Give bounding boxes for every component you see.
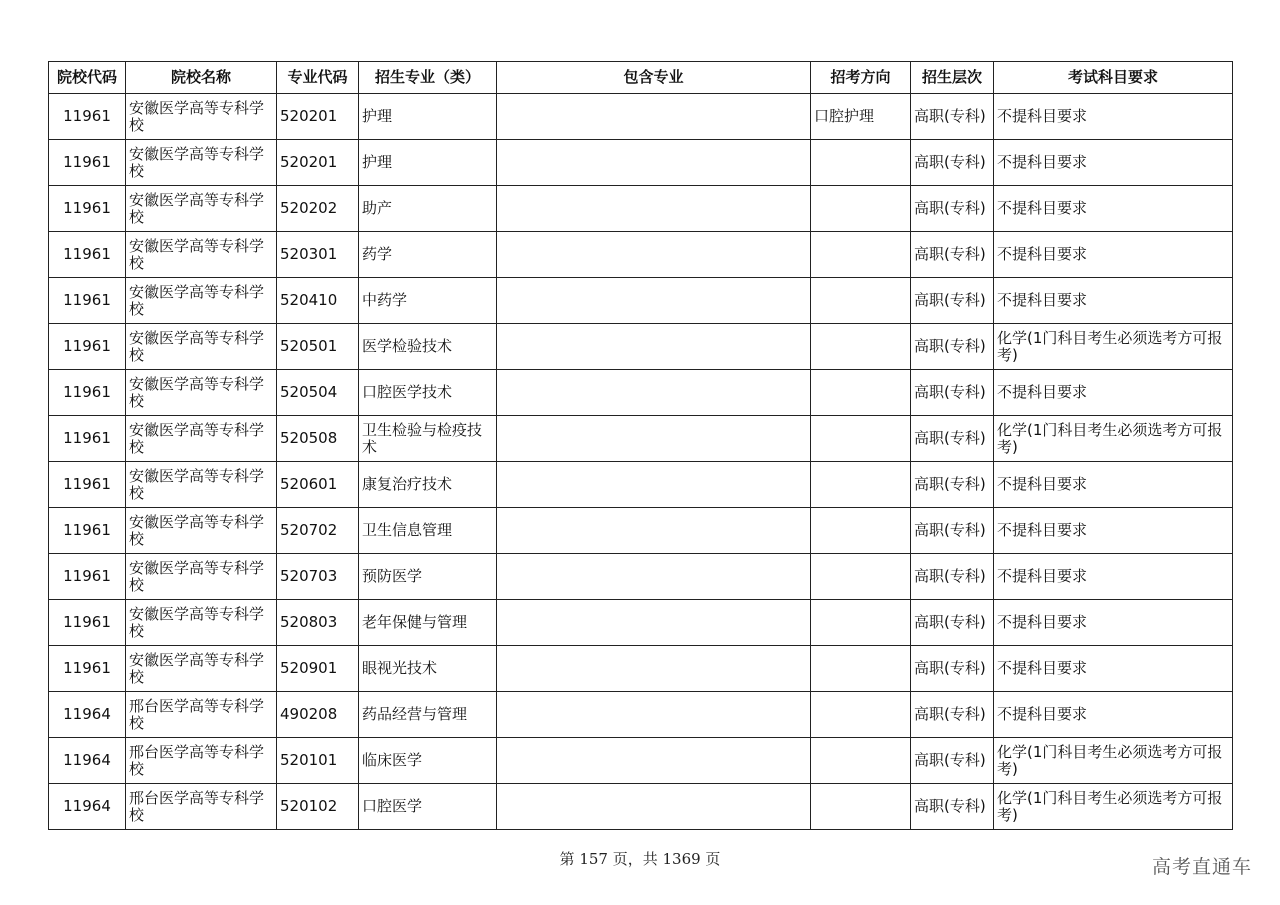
major-code-cell: 520501: [277, 324, 359, 370]
requirements-cell: 不提科目要求: [994, 232, 1233, 278]
major-cell: 康复治疗技术: [359, 462, 497, 508]
school-name-cell: 安徽医学高等专科学校: [126, 646, 277, 692]
requirements-cell: 不提科目要求: [994, 692, 1233, 738]
school-code-cell: 11961: [49, 140, 126, 186]
table-row: [49, 140, 1233, 186]
header-school-code: 院校代码: [49, 62, 126, 94]
major-code-cell: 520703: [277, 554, 359, 600]
direction-cell: [811, 554, 911, 600]
major-cell: 老年保健与管理: [359, 600, 497, 646]
requirements-cell: 不提科目要求: [994, 94, 1233, 140]
requirements-cell: 化学(1门科目考生必须选考方可报考): [994, 738, 1233, 784]
school-code-cell: 11961: [49, 416, 126, 462]
table-row: [49, 416, 1233, 462]
watermark: 高考直通车: [1151, 856, 1252, 878]
school-name-cell: 邢台医学高等专科学校: [126, 738, 277, 784]
major-cell: 临床医学: [359, 738, 497, 784]
level-cell: 高职(专科): [911, 692, 994, 738]
school-code-cell: 11961: [49, 94, 126, 140]
major-code-cell: 520202: [277, 186, 359, 232]
major-code-cell: 520101: [277, 738, 359, 784]
requirements-cell: 不提科目要求: [994, 462, 1233, 508]
level-cell: 高职(专科): [911, 554, 994, 600]
school-code-cell: 11961: [49, 600, 126, 646]
requirements-cell: 不提科目要求: [994, 140, 1233, 186]
includes-cell: [497, 186, 811, 232]
school-code-cell: 11961: [49, 324, 126, 370]
direction-cell: [811, 186, 911, 232]
school-code-cell: 11961: [49, 370, 126, 416]
table-row: [49, 232, 1233, 278]
includes-cell: [497, 232, 811, 278]
includes-cell: [497, 370, 811, 416]
includes-cell: [497, 646, 811, 692]
direction-cell: [811, 508, 911, 554]
major-cell: 中药学: [359, 278, 497, 324]
direction-cell: [811, 462, 911, 508]
level-cell: 高职(专科): [911, 462, 994, 508]
level-cell: 高职(专科): [911, 646, 994, 692]
major-cell: 药学: [359, 232, 497, 278]
school-code-cell: 11964: [49, 692, 126, 738]
major-code-cell: 490208: [277, 692, 359, 738]
school-code-cell: 11964: [49, 738, 126, 784]
major-cell: 预防医学: [359, 554, 497, 600]
major-code-cell: 520901: [277, 646, 359, 692]
school-name-cell: 安徽医学高等专科学校: [126, 462, 277, 508]
major-code-cell: 520601: [277, 462, 359, 508]
includes-cell: [497, 554, 811, 600]
school-name-cell: 安徽医学高等专科学校: [126, 232, 277, 278]
school-code-cell: 11961: [49, 232, 126, 278]
header-direction: 招考方向: [811, 62, 911, 94]
school-name-cell: 安徽医学高等专科学校: [126, 278, 277, 324]
table-row: [49, 784, 1233, 830]
page-footer: 第 157 页，共 1369 页: [559, 850, 721, 868]
major-cell: 医学检验技术: [359, 324, 497, 370]
level-cell: 高职(专科): [911, 94, 994, 140]
major-code-cell: 520201: [277, 140, 359, 186]
level-cell: 高职(专科): [911, 738, 994, 784]
major-cell: 护理: [359, 94, 497, 140]
major-cell: 助产: [359, 186, 497, 232]
direction-cell: [811, 232, 911, 278]
requirements-cell: 不提科目要求: [994, 554, 1233, 600]
table-row: [49, 692, 1233, 738]
direction-cell: [811, 784, 911, 830]
enrollment-table: [48, 61, 1233, 830]
includes-cell: [497, 140, 811, 186]
school-code-cell: 11961: [49, 186, 126, 232]
school-name-cell: 邢台医学高等专科学校: [126, 784, 277, 830]
includes-cell: [497, 738, 811, 784]
level-cell: 高职(专科): [911, 278, 994, 324]
school-code-cell: 11961: [49, 278, 126, 324]
school-name-cell: 安徽医学高等专科学校: [126, 140, 277, 186]
level-cell: 高职(专科): [911, 784, 994, 830]
school-name-cell: 安徽医学高等专科学校: [126, 416, 277, 462]
major-code-cell: 520702: [277, 508, 359, 554]
direction-cell: [811, 692, 911, 738]
major-code-cell: 520102: [277, 784, 359, 830]
table-body: [49, 94, 1233, 830]
table-row: [49, 186, 1233, 232]
direction-cell: [811, 370, 911, 416]
major-cell: 口腔医学: [359, 784, 497, 830]
requirements-cell: 不提科目要求: [994, 370, 1233, 416]
table-row: [49, 554, 1233, 600]
school-name-cell: 安徽医学高等专科学校: [126, 324, 277, 370]
school-name-cell: 邢台医学高等专科学校: [126, 692, 277, 738]
school-name-cell: 安徽医学高等专科学校: [126, 370, 277, 416]
table-row: [49, 738, 1233, 784]
requirements-cell: 化学(1门科目考生必须选考方可报考): [994, 324, 1233, 370]
table-row: [49, 278, 1233, 324]
direction-cell: [811, 738, 911, 784]
level-cell: 高职(专科): [911, 324, 994, 370]
school-name-cell: 安徽医学高等专科学校: [126, 600, 277, 646]
school-code-cell: 11961: [49, 646, 126, 692]
requirements-cell: 不提科目要求: [994, 278, 1233, 324]
requirements-cell: 化学(1门科目考生必须选考方可报考): [994, 784, 1233, 830]
level-cell: 高职(专科): [911, 186, 994, 232]
level-cell: 高职(专科): [911, 416, 994, 462]
school-code-cell: 11961: [49, 508, 126, 554]
header-includes: 包含专业: [497, 62, 811, 94]
school-code-cell: 11961: [49, 462, 126, 508]
direction-cell: [811, 324, 911, 370]
direction-cell: [811, 278, 911, 324]
school-code-cell: 11964: [49, 784, 126, 830]
includes-cell: [497, 462, 811, 508]
table-row: [49, 508, 1233, 554]
table-row: [49, 600, 1233, 646]
includes-cell: [497, 416, 811, 462]
table-row: [49, 462, 1233, 508]
school-code-cell: 11961: [49, 554, 126, 600]
level-cell: 高职(专科): [911, 508, 994, 554]
includes-cell: [497, 692, 811, 738]
major-cell: 药品经营与管理: [359, 692, 497, 738]
requirements-cell: 不提科目要求: [994, 508, 1233, 554]
header-level: 招生层次: [911, 62, 994, 94]
direction-cell: [811, 600, 911, 646]
direction-cell: [811, 416, 911, 462]
major-cell: 卫生检验与检疫技术: [359, 416, 497, 462]
major-code-cell: 520410: [277, 278, 359, 324]
major-code-cell: 520508: [277, 416, 359, 462]
major-code-cell: 520504: [277, 370, 359, 416]
level-cell: 高职(专科): [911, 370, 994, 416]
requirements-cell: 不提科目要求: [994, 600, 1233, 646]
level-cell: 高职(专科): [911, 232, 994, 278]
header-requirements: 考试科目要求: [994, 62, 1233, 94]
school-name-cell: 安徽医学高等专科学校: [126, 508, 277, 554]
major-code-cell: 520803: [277, 600, 359, 646]
requirements-cell: 化学(1门科目考生必须选考方可报考): [994, 416, 1233, 462]
major-cell: 卫生信息管理: [359, 508, 497, 554]
requirements-cell: 不提科目要求: [994, 646, 1233, 692]
header-major-code: 专业代码: [277, 62, 359, 94]
direction-cell: [811, 646, 911, 692]
level-cell: 高职(专科): [911, 140, 994, 186]
header-row: [49, 62, 1233, 94]
requirements-cell: 不提科目要求: [994, 186, 1233, 232]
school-name-cell: 安徽医学高等专科学校: [126, 554, 277, 600]
table-row: [49, 324, 1233, 370]
includes-cell: [497, 508, 811, 554]
table-row: [49, 646, 1233, 692]
includes-cell: [497, 324, 811, 370]
includes-cell: [497, 600, 811, 646]
major-cell: 眼视光技术: [359, 646, 497, 692]
major-cell: 口腔医学技术: [359, 370, 497, 416]
header-major: 招生专业（类）: [359, 62, 497, 94]
table-row: [49, 370, 1233, 416]
header-school-name: 院校名称: [126, 62, 277, 94]
direction-cell: [811, 140, 911, 186]
major-code-cell: 520201: [277, 94, 359, 140]
level-cell: 高职(专科): [911, 600, 994, 646]
table-row: [49, 94, 1233, 140]
school-name-cell: 安徽医学高等专科学校: [126, 94, 277, 140]
school-name-cell: 安徽医学高等专科学校: [126, 186, 277, 232]
direction-cell: 口腔护理: [811, 94, 911, 140]
major-code-cell: 520301: [277, 232, 359, 278]
major-cell: 护理: [359, 140, 497, 186]
includes-cell: [497, 784, 811, 830]
includes-cell: [497, 278, 811, 324]
includes-cell: [497, 94, 811, 140]
